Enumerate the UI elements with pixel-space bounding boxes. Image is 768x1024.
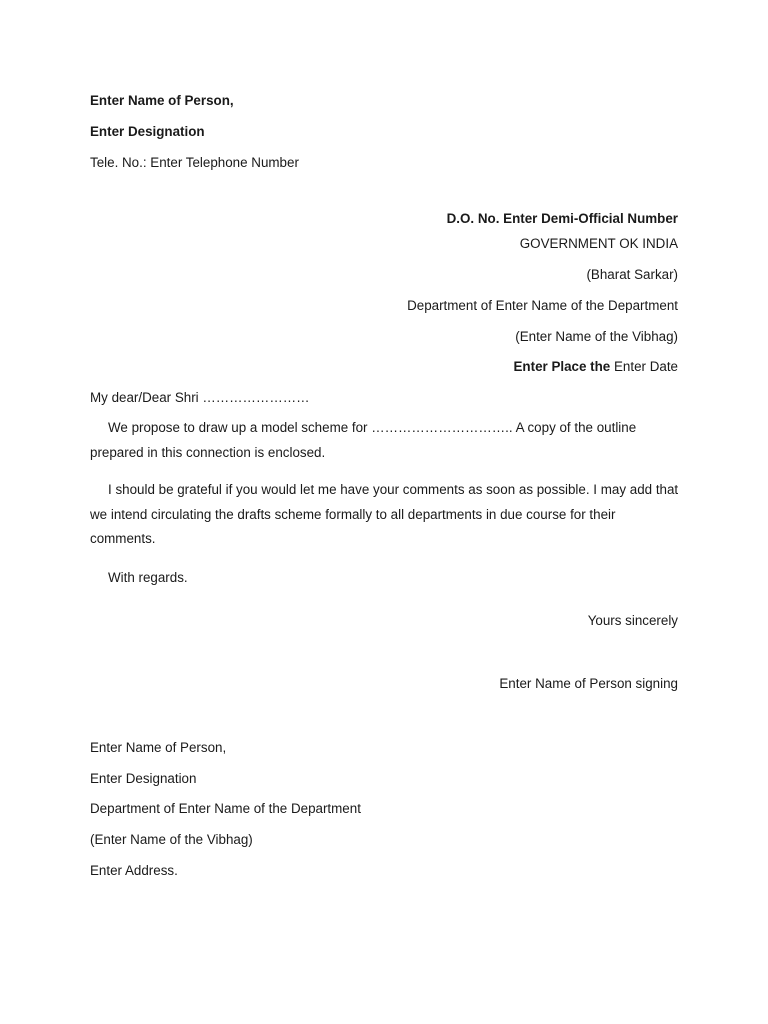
recipient-department: Department of Enter Name of the Department (90, 801, 361, 816)
yours-sincerely: Yours sincerely (587, 613, 678, 628)
vibhag-line: (Enter Name of the Vibhag) (515, 329, 678, 344)
do-number: D.O. No. Enter Demi-Official Number (446, 211, 678, 226)
place-date-line (514, 359, 679, 375)
date-label: Enter Date (613, 359, 678, 374)
place-label: Enter Place the (513, 359, 611, 374)
body-paragraph-2: I should be grateful if you would let me have your comments as soon as possible. I may add that we intend circulating the drafts scheme formally to all departments in due course for their comments. (90, 482, 679, 546)
sender-telephone: Tele. No.: Enter Telephone Number (90, 155, 299, 170)
salutation: My dear/Dear Shri …………………… (90, 390, 310, 405)
sender-name: Enter Name of Person, (90, 93, 234, 108)
body-paragraph-1: We propose to draw up a model scheme for ………………………….. A copy of the outline prepared in this connection is enclosed. (90, 420, 637, 460)
bharat-sarkar-line: (Bharat Sarkar) (586, 267, 678, 282)
recipient-designation: Enter Designation (90, 771, 197, 786)
recipient-vibhag: (Enter Name of the Vibhag) (90, 832, 253, 847)
department-line: Department of Enter Name of the Department (407, 298, 678, 313)
signer-name: Enter Name of Person signing (499, 676, 678, 691)
recipient-address: Enter Address. (90, 863, 178, 878)
government-line: GOVERNMENT OK INDIA (519, 236, 678, 251)
recipient-name: Enter Name of Person, (90, 740, 227, 755)
with-regards: With regards. (108, 570, 188, 585)
sender-designation: Enter Designation (90, 124, 205, 139)
